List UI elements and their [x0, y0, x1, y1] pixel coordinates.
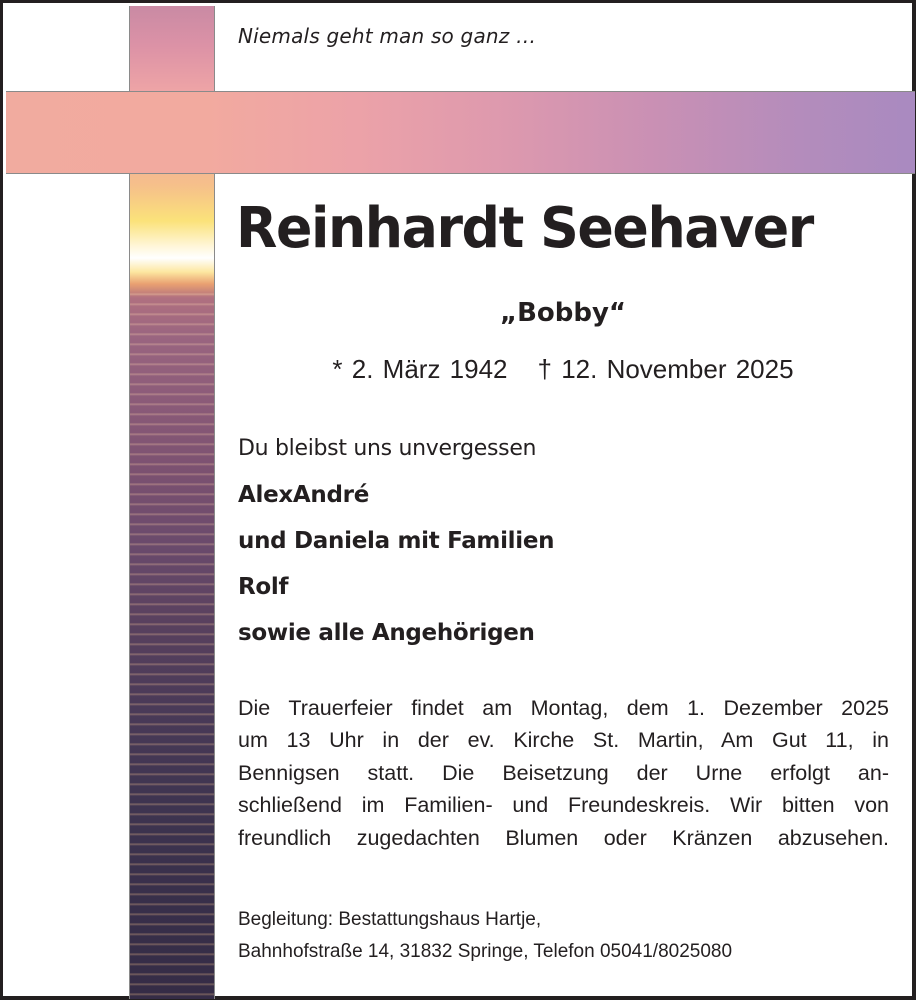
undertaker-name: Begleitung: Bestattungshaus Hartje, [238, 909, 542, 930]
undertaker-info [238, 904, 732, 968]
birth-date: * 2. März 1942 [332, 354, 508, 384]
tagline: Niemals geht man so ganz … [238, 24, 537, 48]
life-dates [238, 354, 888, 385]
mourner-name: und Daniela mit Familien [238, 528, 555, 554]
ceremony-line: freundlich zugedachten Blumen oder Kränzen abzusehen. [238, 825, 889, 850]
death-date: † 12. November 2025 [537, 354, 794, 384]
ceremony-line: um 13 Uhr in der ev. Kirche St. Martin, Am Gut 11, in [238, 728, 889, 753]
mourner-name: sowie alle Angehörigen [238, 620, 535, 646]
mourner-name: AlexAndré [238, 482, 369, 508]
ceremony-line: schließend im Familien- und Freundeskreis. Wir bitten von [238, 793, 889, 818]
ceremony-details [238, 692, 889, 854]
nickname: „Bobby“ [499, 298, 627, 328]
deceased-name: Reinhardt Seehaver [236, 196, 813, 261]
ceremony-line: Bennigsen statt. Die Beisetzung der Urne erfolgt an- [238, 760, 889, 785]
ceremony-line: Die Trauerfeier findet am Montag, dem 1. Dezember 2025 [238, 696, 889, 720]
mourners-block [238, 434, 554, 664]
cross-horizontal-beam-sunset-image [6, 91, 915, 174]
undertaker-address-phone: Bahnhofstraße 14, 31832 Springe, Telefon 05041/8025080 [238, 941, 733, 962]
mourners-intro: Du bleibst uns unvergessen [238, 436, 537, 461]
mourner-name: Rolf [238, 574, 289, 600]
